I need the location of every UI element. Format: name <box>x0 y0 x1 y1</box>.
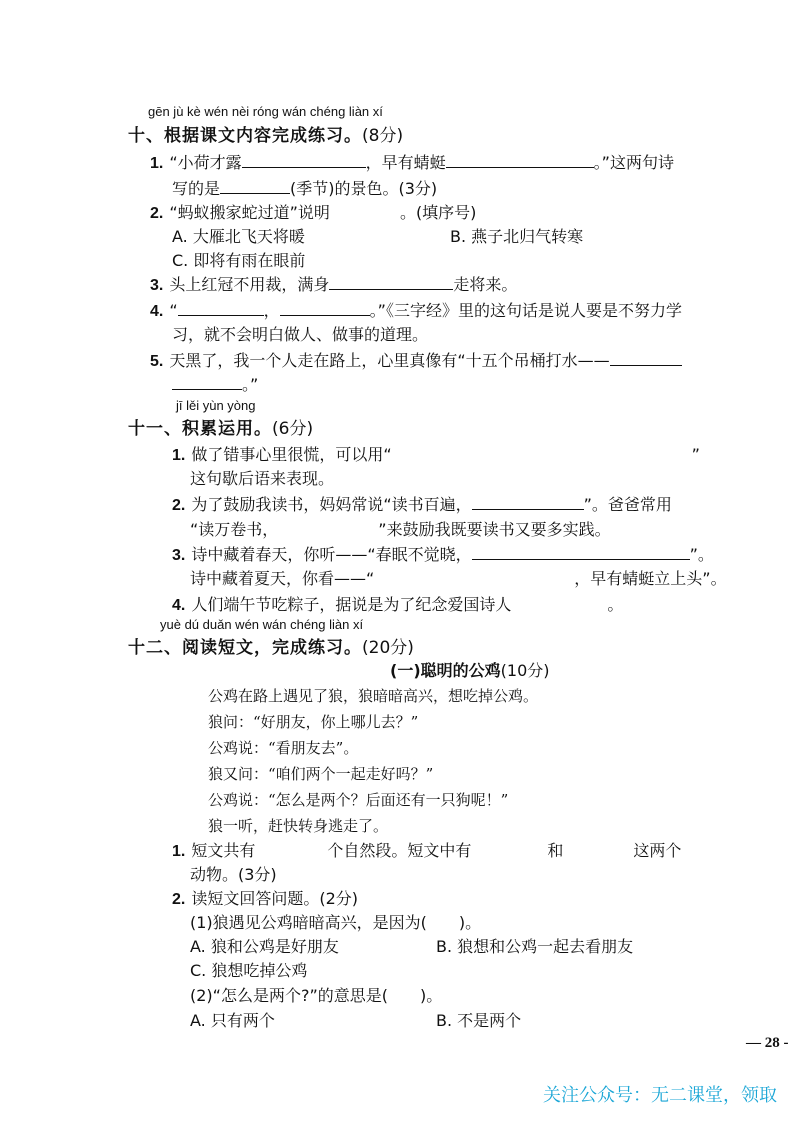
q-text: 短文共有 <box>191 841 256 860</box>
story-paragraph-5: 公鸡说：“怎么是两个？后面还有一只狗呢！” <box>208 791 509 809</box>
q-number: 3. <box>172 547 186 564</box>
q-text: 写的是 <box>172 179 221 198</box>
q-text: ”来鼓励我既要读书又要多实践。 <box>378 520 611 539</box>
section-12-points: (20分) <box>362 638 414 658</box>
q-text: “小荷才露 <box>169 153 242 172</box>
s10-q2-line1 <box>150 200 476 223</box>
story-paragraph-6: 狼一听，赶快转身逃走了。 <box>208 817 389 835</box>
section-11-title-text: 十一、积累运用。 <box>128 419 272 439</box>
section-10-title-text: 十、根据课文内容完成练习。 <box>128 126 362 146</box>
story-points: (10分) <box>500 661 550 680</box>
story-paragraph-2: 狼问：“好朋友，你上哪儿去？” <box>208 713 419 731</box>
s11-q1-line1 <box>172 442 700 465</box>
s10-q1-line1 <box>150 150 674 173</box>
s12-q2-sub1-option-c: C. 狼想吃掉公鸡 <box>190 961 308 980</box>
q-number: 4. <box>172 597 186 614</box>
q-text: 个自然段。短文中有 <box>327 841 472 860</box>
s10-q2-option-c: C. 即将有雨在眼前 <box>172 251 306 270</box>
q-text: “蚂蚁搬家蛇过道”说明 <box>169 203 330 222</box>
section-11-pinyin: jī lěi yùn yòng <box>176 398 256 413</box>
q-number: 1. <box>172 843 186 860</box>
story-paragraph-4: 狼又问：“咱们两个一起走好吗？” <box>208 765 434 783</box>
answer-blank[interactable] <box>610 351 682 366</box>
q-number: 3. <box>150 277 164 294</box>
q-number: 2. <box>172 891 186 908</box>
s12-q2 <box>172 886 358 909</box>
s10-q5-line2 <box>172 372 258 395</box>
q-text: 读短文回答问题。(2分) <box>191 889 359 908</box>
s10-q2-option-a: A. 大雁北飞天将暖 <box>172 227 305 246</box>
q-text: 。(填序号) <box>399 203 477 222</box>
s10-q5-line1 <box>150 348 682 371</box>
q-text: ， <box>263 301 280 320</box>
s12-q2-sub2-option-a: A. 只有两个 <box>190 1011 275 1030</box>
answer-blank[interactable] <box>220 179 290 194</box>
q-text: 。 <box>607 595 624 614</box>
s11-q3-line1 <box>172 542 714 565</box>
answer-blank[interactable] <box>172 375 242 390</box>
q-number: 1. <box>150 155 164 172</box>
story-title <box>390 658 550 681</box>
q-number: 2. <box>150 205 164 222</box>
answer-blank[interactable] <box>472 545 690 560</box>
section-11-points: (6分) <box>272 419 314 439</box>
q-text: 。”这两句诗 <box>593 153 674 172</box>
section-11-title <box>128 414 313 439</box>
q-text: ”。爸爸常用 <box>583 495 672 514</box>
s10-q3 <box>150 272 517 295</box>
q-text: ，早有蜻蜓立上头”。 <box>574 569 727 588</box>
q-text: 头上红冠不用裁，满身 <box>169 275 330 294</box>
s12-q2-sub1: (1)狼遇见公鸡暗暗高兴，是因为( )。 <box>190 913 482 932</box>
answer-blank[interactable] <box>242 153 366 168</box>
q-text: 天黑了，我一个人走在路上，心里真像有“十五个吊桶打水—— <box>169 351 610 370</box>
answer-blank[interactable] <box>446 153 594 168</box>
section-10-pinyin: gēn jù kè wén nèi róng wán chéng liàn xí <box>148 104 383 119</box>
s11-q2-line1 <box>172 492 672 515</box>
watermark-text: 关注公众号：无二课堂，领取 <box>543 1085 777 1106</box>
s10-q4-line1 <box>150 298 682 321</box>
s11-q1-line2: 这句歇后语来表现。 <box>190 469 335 488</box>
q-text: 做了错事心里很慌，可以用“ <box>191 445 392 464</box>
q-text: 人们端午节吃粽子，据说是为了纪念爱国诗人 <box>191 595 512 614</box>
q-text: 和 <box>547 841 564 860</box>
q-text: ，早有蜻蜓 <box>365 153 446 172</box>
q-text: 为了鼓励我读书，妈妈常说“读书百遍， <box>191 495 472 514</box>
s10-q2-option-b: B. 燕子北归气转寒 <box>450 227 584 246</box>
q-text: 。” <box>242 375 259 394</box>
q-text: 诗中藏着夏天，你看——“ <box>190 569 375 588</box>
section-10-points: (8分) <box>362 126 404 146</box>
s12-q1-line2: 动物。(3分) <box>190 865 277 884</box>
q-text: 。”《三字经》里的这句话是说人要是不努力学 <box>369 301 682 320</box>
q-text: “读万卷书， <box>190 520 279 539</box>
q-number: 1. <box>172 447 186 464</box>
s11-q2-line2 <box>190 517 611 540</box>
q-text: 这两个 <box>633 841 682 860</box>
s12-q2-sub2-option-b: B. 不是两个 <box>436 1011 522 1030</box>
s11-q4 <box>172 592 623 615</box>
q-number: 2. <box>172 497 186 514</box>
section-10-title <box>128 121 403 146</box>
q-text: (季节)的景色。(3分) <box>290 179 438 198</box>
q-text: ” <box>691 445 700 464</box>
answer-blank[interactable] <box>178 301 264 316</box>
q-number: 4. <box>150 303 164 320</box>
q-text: 诗中藏着春天，你听——“春眠不觉晓， <box>191 545 472 564</box>
section-12-title-text: 十二、阅读短文，完成练习。 <box>128 638 362 658</box>
story-paragraph-1: 公鸡在路上遇见了狼，狼暗暗高兴，想吃掉公鸡。 <box>208 687 539 705</box>
s12-q1-line1 <box>172 838 681 861</box>
q-text: “ <box>169 301 178 320</box>
s10-q1-line2 <box>172 176 437 199</box>
section-12-title <box>128 633 414 658</box>
answer-blank[interactable] <box>280 301 370 316</box>
q-text: 走将来。 <box>453 275 518 294</box>
section-12-pinyin: yuè dú duǎn wén wán chéng liàn xí <box>160 617 364 632</box>
story-title-text: (一)聪明的公鸡 <box>390 661 501 680</box>
page-number: — 28 - <box>746 1035 789 1051</box>
answer-blank[interactable] <box>472 495 584 510</box>
q-number: 5. <box>150 353 164 370</box>
s10-q4-line2: 习，就不会明白做人、做事的道理。 <box>172 325 429 344</box>
answer-blank[interactable] <box>329 275 453 290</box>
s12-q2-sub1-option-a: A. 狼和公鸡是好朋友 <box>190 937 339 956</box>
s12-q2-sub1-option-b: B. 狼想和公鸡一起去看朋友 <box>436 937 634 956</box>
story-paragraph-3: 公鸡说：“看朋友去”。 <box>208 739 359 757</box>
s12-q2-sub2: (2)“怎么是两个?”的意思是( )。 <box>190 986 443 1005</box>
q-text: ”。 <box>689 545 714 564</box>
s11-q3-line2 <box>190 566 727 589</box>
